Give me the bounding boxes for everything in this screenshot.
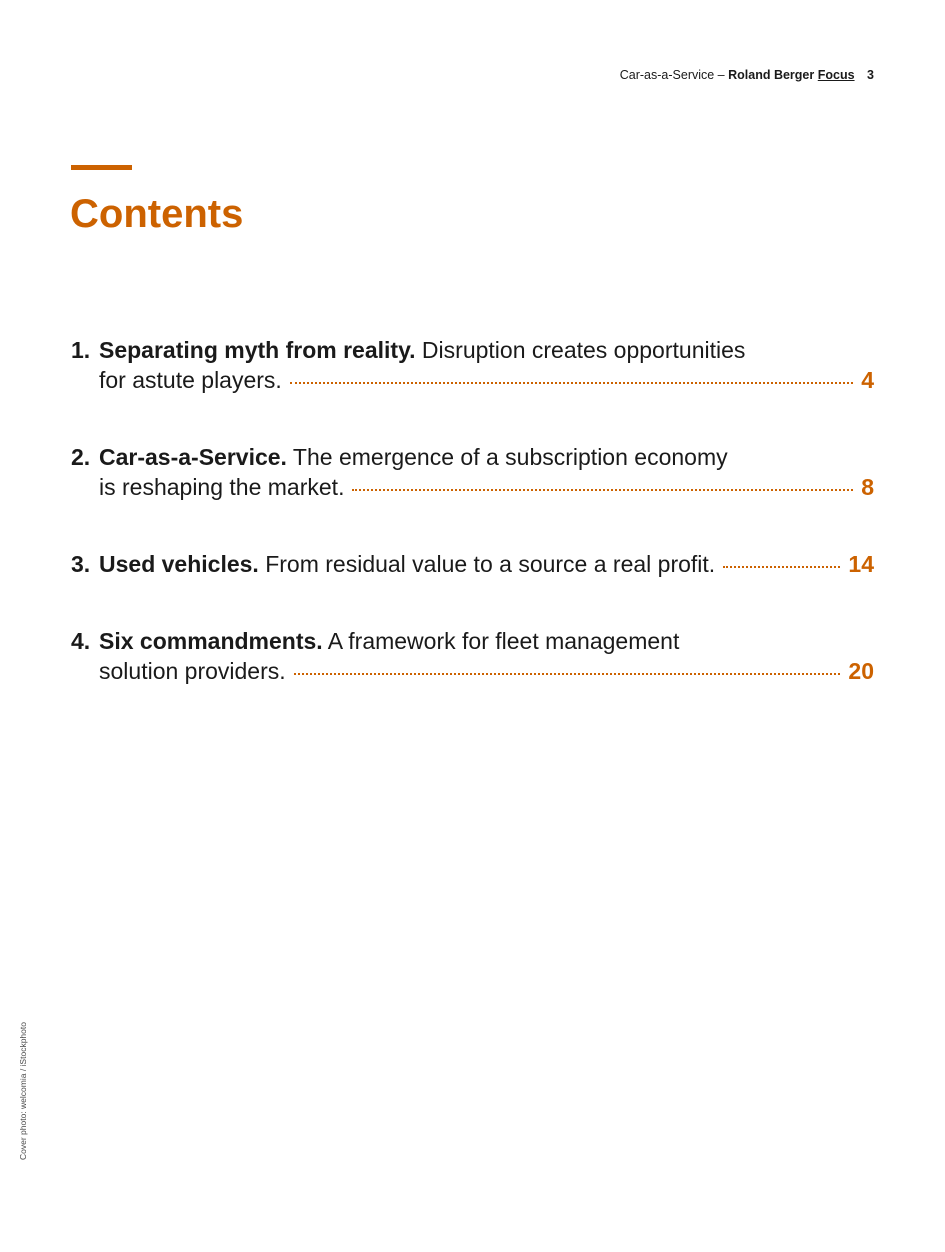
toc-entry-description: Disruption creates opportunities [415, 337, 746, 363]
toc-entry-1[interactable] [71, 335, 874, 395]
running-header-brand: Roland Berger [728, 68, 815, 82]
toc-entry-line [71, 472, 874, 502]
page-title: Contents [70, 192, 244, 236]
toc-entry-description-cont: solution providers. [99, 658, 286, 684]
toc-dot-leader [294, 673, 841, 675]
toc-entry-2[interactable] [71, 442, 874, 502]
toc-entry-title: Used vehicles. [99, 551, 259, 577]
running-header-doc-title: Car-as-a-Service – [619, 68, 725, 82]
toc-entry-number: 1. [71, 337, 91, 363]
running-header-focus: Focus [817, 68, 855, 82]
toc-entry-page: 4 [861, 367, 874, 393]
toc-entry-page: 14 [848, 551, 874, 577]
toc-entry-number: 3. [71, 551, 91, 577]
running-header [620, 68, 874, 82]
toc-entry-title: Separating myth from reality. [99, 337, 416, 363]
toc-entry-page: 20 [848, 658, 874, 684]
toc-entry-page: 8 [861, 474, 874, 500]
toc-entry-line [71, 442, 874, 472]
toc-entry-description-cont: is reshaping the market. [99, 474, 345, 500]
toc-entry-line [71, 335, 874, 365]
toc-entry-title: Six commandments. [99, 628, 323, 654]
toc-dot-leader [290, 382, 853, 384]
toc-dot-leader [723, 566, 840, 568]
toc-dot-leader [352, 489, 853, 491]
page-number: 3 [867, 68, 874, 82]
toc-entry-3[interactable] [71, 549, 874, 579]
toc-entry-description: A framework for fleet management [322, 628, 680, 654]
toc-entry-number: 4. [71, 628, 91, 654]
toc-entry-description: From residual value to a source a real profit. [258, 551, 716, 577]
toc-entry-description-cont: for astute players. [99, 367, 282, 393]
title-accent-bar [71, 165, 132, 170]
toc-entry-title: Car-as-a-Service. [99, 444, 287, 470]
toc-entry-line [71, 365, 874, 395]
toc-entry-number: 2. [71, 444, 91, 470]
toc-entry-line [71, 656, 874, 686]
toc-entry-4[interactable] [71, 626, 874, 686]
toc-entry-line [71, 549, 874, 579]
photo-credit: Cover photo: welcomia / iStockphoto [18, 1022, 28, 1160]
toc-entry-line [71, 626, 874, 656]
toc-entry-description: The emergence of a subscription economy [286, 444, 728, 470]
